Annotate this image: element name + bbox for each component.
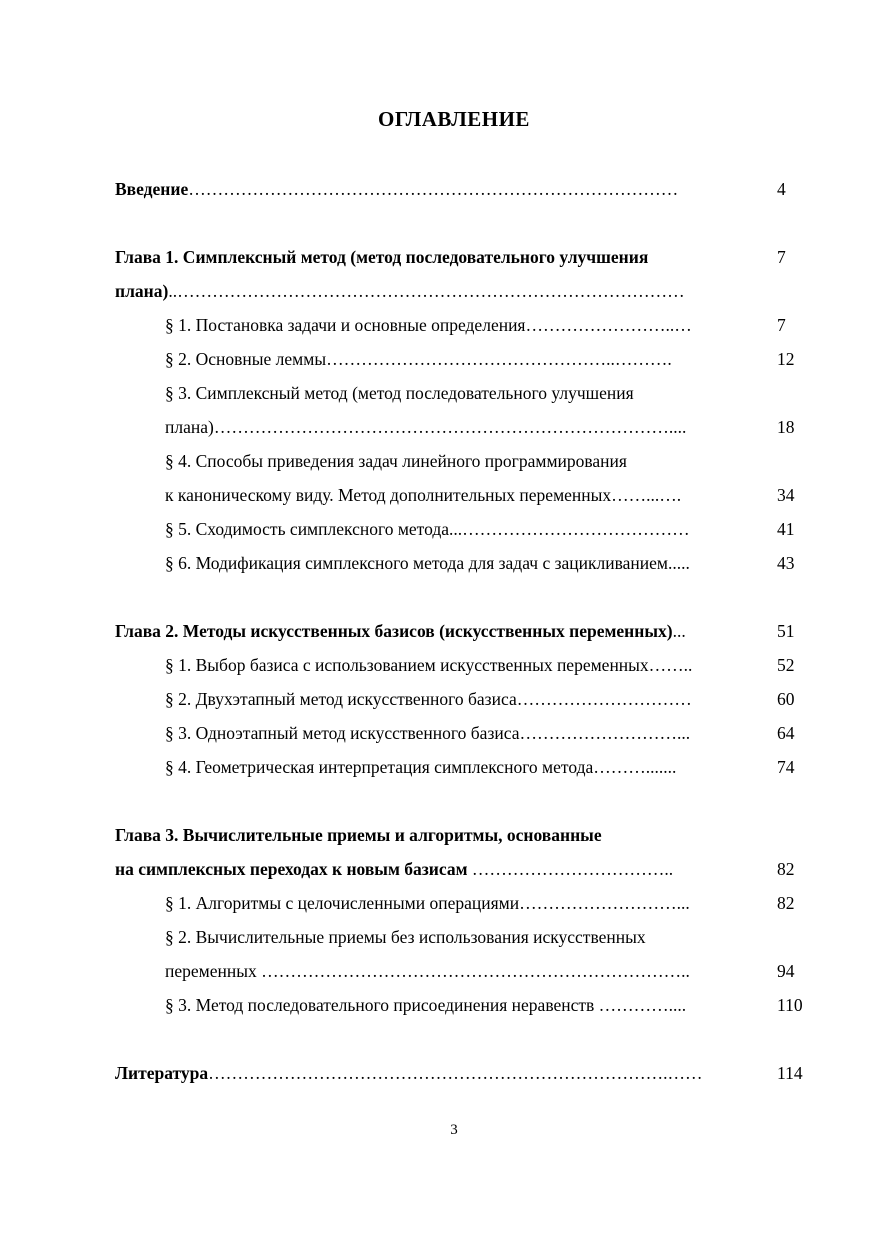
toc-section: § 2. Основные леммы…………………………………………..………. bbox=[165, 349, 672, 369]
toc-page-number: 82 bbox=[777, 859, 795, 879]
toc-section: § 4. Геометрическая интерпретация симплексного метода………....... bbox=[165, 757, 677, 777]
toc-leader-dots: …………………………………………………………………….…… bbox=[208, 1063, 703, 1083]
toc-section: § 1. Алгоритмы с целочисленными операциями………………………... bbox=[165, 893, 690, 913]
toc-chapter-3-title-cont bbox=[115, 856, 673, 882]
toc-section: § 2. Двухэтапный метод искусственного базиса………………………… bbox=[165, 689, 692, 709]
toc-page-number: 18 bbox=[777, 417, 795, 437]
toc-entry-label: на симплексных переходах к новым базисам bbox=[115, 859, 468, 879]
toc-page-number: 60 bbox=[777, 689, 795, 709]
toc-chapter-1-title-cont bbox=[115, 278, 685, 304]
toc-section: § 3. Симплексный метод (метод последовательного улучшения bbox=[165, 383, 634, 403]
toc-leader-dots: ..…………………………………………………………………………… bbox=[168, 281, 685, 301]
toc-entry-label: Глава 2. Методы искусственных базисов (искусственных переменных) bbox=[115, 621, 673, 641]
toc-page-number: 12 bbox=[777, 349, 795, 369]
page-title: ОГЛАВЛЕНИЕ bbox=[378, 107, 530, 131]
toc-entry-label: Литература bbox=[115, 1063, 209, 1083]
toc-section: § 1. Постановка задачи и основные определения……………………..… bbox=[165, 315, 692, 335]
toc-page-number: 74 bbox=[777, 757, 795, 777]
toc-page-number: 114 bbox=[777, 1063, 803, 1083]
toc-leader-dots: …………………………….. bbox=[467, 859, 674, 879]
toc-page-number: 41 bbox=[777, 519, 795, 539]
toc-section: § 3. Метод последовательного присоединения неравенств ………….... bbox=[165, 995, 687, 1015]
toc-section-cont: к каноническому виду. Метод дополнительных переменных……...…. bbox=[165, 485, 682, 505]
toc-section: § 4. Способы приведения задач линейного программирования bbox=[165, 451, 627, 471]
toc-page-number: 82 bbox=[777, 893, 795, 913]
toc-section: § 1. Выбор базиса с использованием искусственных переменных…….. bbox=[165, 655, 693, 675]
toc-page-number: 4 bbox=[777, 179, 786, 199]
toc-page-number: 94 bbox=[777, 961, 795, 981]
toc-page-number: 51 bbox=[777, 621, 795, 641]
toc-leader-dots: ... bbox=[672, 621, 686, 641]
toc-entry-label: плана) bbox=[115, 281, 169, 301]
toc-entry-literature bbox=[115, 1060, 703, 1086]
page-number: 3 bbox=[450, 1122, 458, 1138]
toc-page-number: 7 bbox=[777, 247, 786, 267]
toc-page-number: 7 bbox=[777, 315, 786, 335]
toc-section: § 3. Одноэтапный метод искусственного базиса………………………... bbox=[165, 723, 691, 743]
toc-section-cont: переменных ……………………………………………………………….. bbox=[165, 961, 690, 981]
toc-section-cont: плана)…………………………………………………………………….... bbox=[165, 417, 687, 437]
toc-page-number: 34 bbox=[777, 485, 795, 505]
toc-page-number: 64 bbox=[777, 723, 795, 743]
toc-section: § 5. Сходимость симплексного метода...………………………………… bbox=[165, 519, 690, 539]
toc-chapter-2-title bbox=[115, 618, 686, 644]
toc-leader-dots: ………………………………………………………………………… bbox=[188, 179, 679, 199]
toc-entry-label: Введение bbox=[115, 179, 189, 199]
toc-entry-intro bbox=[115, 176, 678, 202]
toc-section: § 6. Модификация симплексного метода для задач с зацикливанием..... bbox=[165, 553, 690, 573]
toc-page-number: 52 bbox=[777, 655, 795, 675]
toc-chapter-3-title: Глава 3. Вычислительные приемы и алгоритмы, основанные bbox=[115, 825, 602, 845]
toc-section: § 2. Вычислительные приемы без использования искусственных bbox=[165, 927, 646, 947]
toc-page-number: 110 bbox=[777, 995, 803, 1015]
toc-page-number: 43 bbox=[777, 553, 795, 573]
toc-chapter-1-title: Глава 1. Симплексный метод (метод последовательного улучшения bbox=[115, 247, 649, 267]
